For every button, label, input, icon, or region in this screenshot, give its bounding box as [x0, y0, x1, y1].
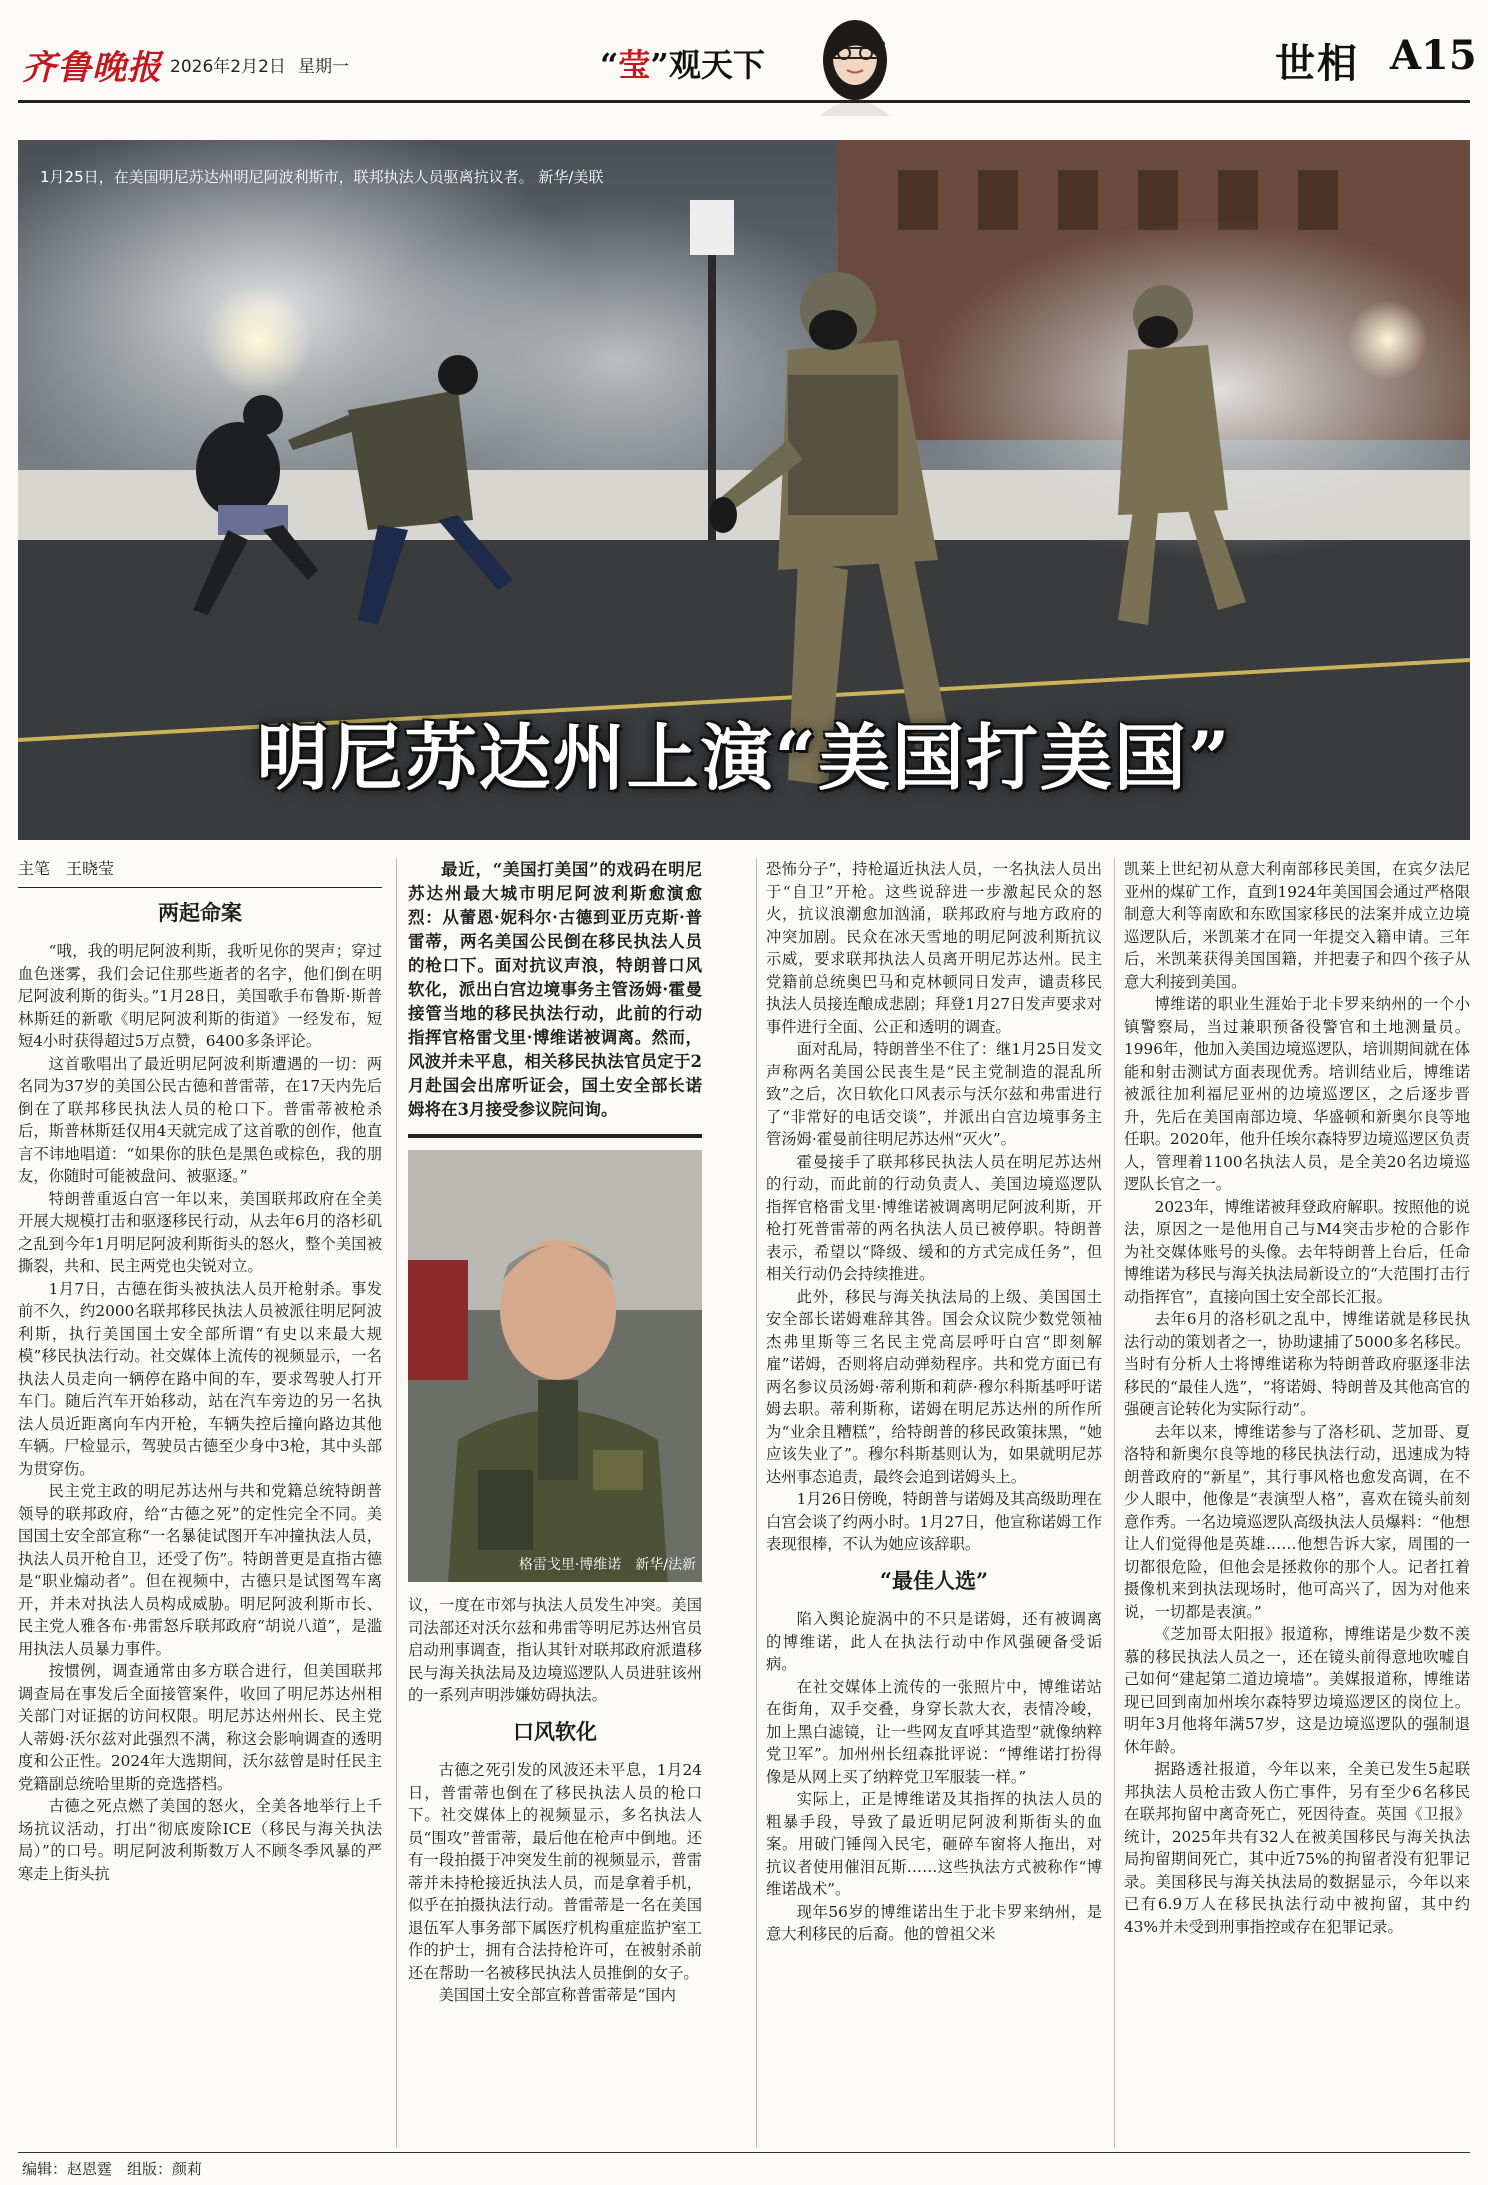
column-divider: [396, 858, 397, 2148]
paragraph: 民主党主政的明尼苏达州与共和党籍总统特朗普领导的联邦政府，给“古德之死”的定性完全不同。美国国土安全部宣称“一名暴徒试图开车冲撞执法人员，执法人员开枪自卫，还受了伤”。特朗普更是直指古德是“职业煽动者”。但在视频中，古德只是试图驾车离开，并未对执法人员构成威胁。明尼阿波利斯市长、民主党人雅各布·弗雷怒斥联邦政府“胡说八道”，是滥用执法人员暴力事件。: [18, 1482, 382, 1658]
paragraph: “哦，我的明尼阿波利斯，我听见你的哭声；穿过血色迷雾，我们会记住那些逝者的名字，他们倒在明尼阿波利斯的街头。”1月28日，美国歌手布鲁斯·斯普林斯廷的新歌《明尼阿波利斯的街道》一经发布，短短4小时获得超过5万点赞，6400多条评论。: [18, 942, 382, 1050]
portrait-photo: [408, 1150, 702, 1582]
paragraph: 据路透社报道，今年以来，全美已发生5起联邦执法人员枪击致人伤亡事件，另有至少6名移民在联邦拘留中离奇死亡，死因待查。英国《卫报》统计，2025年共有32人在被美国移民与海关执法局拘留期间死亡，其中近75%的拘留者没有犯罪记录。美国移民与海关执法局的数据显示，今年以来已有6.9万人在移民执法行动中被拘留，其中约43%并未受到刑事指控或存在犯罪记录。: [1124, 1760, 1470, 1936]
paragraph: 凯莱上世纪初从意大利南部移民美国，在宾夕法尼亚州的煤矿工作，直到1924年美国国会通过严格限制意大利等南欧和东欧国家移民的法案并成立边境巡逻队后，米凯莱才在同一年提交入籍申请。三年后，米凯莱获得美国国籍，并把妻子和四个孩子从意大利接到美国。: [1124, 860, 1470, 991]
paragraph: 美国国土安全部宣称普雷蒂是“国内: [438, 1986, 676, 2004]
hero-caption: 1月25日，在美国明尼苏达州明尼阿波利斯市，联邦执法人员驱离抗议者。 新华/美联: [40, 168, 604, 186]
paragraph: 在社交媒体上流传的一张照片中，博维诺站在街角，双手交叠，身穿长款大衣，表情冷峻，加上黑白滤镜，让一些网友直呼其造型“就像纳粹党卫军”。加州州长纽森批评说：“博维诺打扮得像是从网上买了纳粹党卫军服装一样。”: [766, 1677, 1102, 1786]
masthead-rule: [18, 100, 1470, 103]
issue-date: 2026年2月2日: [170, 57, 286, 77]
paragraph: 这首歌唱出了最近明尼阿波利斯遭遇的一切：两名同为37岁的美国公民古德和普雷蒂，在17天内先后倒在了联邦移民执法人员的枪口下。普雷蒂被枪杀后，斯普林斯廷仅用4天就完成了这首歌的创作，他直言不讳地唱道：“如果你的肤色是黑色或棕色，我的朋友，你随时可能被盘问、被驱逐。”: [18, 1054, 382, 1185]
paragraph: 博维诺的职业生涯始于北卡罗来纳州的一个小镇警察局，当过兼职预备役警官和土地测量员。1996年，他加入美国边境巡逻队，培训期间就在体能和射击测试方面表现优秀。培训结业后，博维诺被派往加利福尼亚州的边境巡逻区，之后逐步晋升，先后在美国南部边境、华盛顿和新奥尔良等地任职。2020年，他升任埃尔森特罗边境巡逻区负责人，管理着1100名执法人员，是全美20名边境巡逻队长官之一。: [1124, 995, 1470, 1193]
paragraph: 1月26日傍晚，特朗普与诺姆及其高级助理在白宫会谈了约两小时。1月27日，他宣称诺姆工作表现很棒，不认为她应该辞职。: [766, 1490, 1102, 1553]
newspaper-logo: 齐鲁晚报: [22, 48, 162, 88]
paragraph: 去年6月的洛杉矶之乱中，博维诺就是移民执法行动的策划者之一，协助逮捕了5000多名移民。当时有分析人士将博维诺称为特朗普政府驱逐非法移民的“最佳人选”，“将诺姆、特朗普及其他高官的强硬言论转化为实际行动”。: [1124, 1310, 1470, 1418]
lead-rule: [408, 1134, 702, 1138]
hero-photo: [18, 140, 1470, 840]
lead-paragraph: 最近，“美国打美国”的戏码在明尼苏达州最大城市明尼阿波利斯愈演愈烈：从蕾恩·妮科尔·古德到亚历克斯·普雷蒂，两名美国公民倒在移民执法人员的枪口下。面对抗议声浪，特朗普口风软化，派出白宫边境事务主管汤姆·霍曼接管当地的移民执法行动，此前的行动指挥官格雷戈里·博维诺被调离。然而，风波并未平息，相关移民执法官员定于2月赴国会出席听证会，国土安全部长诺姆将在3月接受参议院问询。: [408, 860, 702, 1119]
paragraph: 此外，移民与海关执法局的上级、美国国土安全部长诺姆难辞其咎。国会众议院少数党领袖杰弗里斯等三名民主党高层呼吁白宫“即刻解雇”诺姆，否则将启动弹劾程序。共和党方面已有两名参议员汤姆·蒂利斯和莉萨·穆尔科斯基呼吁诺姆去职。蒂利斯称，诺姆在明尼苏达州的所作所为“业余且糟糕”，给特朗普的移民政策抹黑，“她应该失业了”。穆尔科斯基则认为，如果就明尼苏达州事态追责，最终会追到诺姆头上。: [766, 1287, 1102, 1486]
paragraph: 霍曼接手了联邦移民执法人员在明尼苏达州的行动，而此前的行动负责人、美国边境巡逻队指挥官格雷戈里·博维诺被调离明尼阿波利斯，开枪打死普雷蒂的两名执法人员已被停职。特朗普表示，希望以“降级、缓和的方式完成任务”，但相关行动仍会持续推进。: [766, 1152, 1102, 1283]
article-column-1: [18, 858, 382, 1885]
footer-rule: [18, 2152, 1470, 2153]
paragraph: 1月7日，古德在街头被执法人员开枪射杀。事发前不久，约2000名联邦移民执法人员被派往明尼阿波利斯，执行美国国土安全部所谓“有史以来最大规模”移民执法行动。社交媒体上流传的视频显示，一名执法人员走向一辆停在路中间的车，要求驾驶人打开车门。随后汽车开始移动，站在汽车旁边的另一名执法人员近距离向车内开枪，车辆失控后撞向路边其他车辆。尸检显示，驾驶员古德至少身中3枪，其中头部为贯穿伤。: [18, 1279, 382, 1478]
subheading: 口风软化: [513, 1718, 597, 1744]
paragraph: 古德之死引发的风波还未平息，1月24日，普雷蒂也倒在了移民执法人员的枪口下。社交媒体上的视频显示，多名执法人员“围攻”普雷蒂，最后他在枪声中倒地。还有一段拍摄于冲突发生前的视频显示，普雷蒂并未持枪接近执法人员，而是拿着手机，似乎在拍摄执法行动。普雷蒂是一名在美国退伍军人事务部下属医疗机构重症监护室工作的护士，拥有合法持枪许可，在被射杀前还在帮助一名被移民执法人员推倒的女子。: [408, 1761, 702, 1982]
article-column-3: [766, 858, 1102, 1946]
portrait-caption: 格雷戈里·博维诺 新华/法新: [518, 1556, 696, 1573]
column-title-rest: 观天下: [668, 46, 765, 84]
column-title: “莹”观天下: [600, 46, 765, 84]
lead-summary: [408, 858, 702, 1122]
paragraph: 2023年，博维诺被拜登政府解职。按照他的说法，原因之一是他用自己与M4突击步枪的合影作为社交媒体账号的头像。去年特朗普上台后，任命博维诺为移民与海关执法局新设立的“大范围打击行动指挥官”，直接向国土安全部长汇报。: [1124, 1197, 1470, 1306]
editor-credits: 编辑：赵恩霆 组版：颜莉: [22, 2160, 203, 2178]
column-divider: [1114, 858, 1115, 2148]
portrait-image: [408, 1150, 702, 1582]
subheading: 两起命案: [158, 899, 242, 925]
headline: 明尼苏达州上演“美国打美国”: [256, 715, 1232, 800]
paragraph: 特朗普重返白宫一年以来，美国联邦政府在全美开展大规模打击和驱逐移民行动，从去年6月的洛杉矶之乱到今年1月明尼阿波利斯街头的怒火，整个美国被撕裂，共和、民主两党也尖锐对立。: [18, 1189, 382, 1275]
section-name: 世相: [1275, 40, 1359, 87]
paragraph: 去年以来，博维诺参与了洛杉矶、芝加哥、夏洛特和新奥尔良等地的移民执法行动，迅速成为特朗普政府的“新星”，其行事风格也愈发高调，在不少人眼中，他像是“表演型人格”，喜欢在镜头前刻意作秀。一名边境巡逻队高级执法人员爆料：“他想让人们觉得他是英雄……他想告诉大家，周围的一切都很危险，但他会是拯救你的那个人。记者扛着摄像机来到执法现场时，他可高兴了，因为对他来说，一切都是表演。”: [1124, 1422, 1470, 1621]
subheading: “最佳人选”: [879, 1567, 989, 1593]
column-divider: [756, 858, 757, 2148]
paragraph: 陷入舆论旋涡中的不只是诺姆，还有被调离的博维诺，此人在执法行动中作风强硬备受诟病。: [766, 1610, 1102, 1673]
article-column-4: [1124, 858, 1470, 1938]
paragraph: 恐怖分子”，持枪逼近执法人员，一名执法人员出于“自卫”开枪。这些说辞进一步激起民众的怒火，抗议浪潮愈加汹涌，联邦政府与地方政府的冲突加剧。民众在冰天雪地的明尼阿波利斯抗议示威，要求联邦执法人员离开明尼苏达州。民主党籍前总统奥巴马和克林顿同日发声，谴责移民执法人员接连酿成悲剧；拜登1月27日发声要求对事件进行全面、公正和透明的调查。: [766, 860, 1102, 1036]
byline: 主笔 王晓莹: [18, 858, 382, 888]
paragraph: 实际上，正是博维诺及其指挥的执法人员的粗暴手段，导致了最近明尼阿波利斯街头的血案。用破门锤闯入民宅，砸碎车窗将人拖出，对抗议者使用催泪瓦斯……这些执法方式被称作“博维诺战术”。: [766, 1790, 1102, 1898]
paragraph: 古德之死点燃了美国的怒火，全美各地举行上千场抗议活动，打出“彻底废除ICE（移民与海关执法局）”的口号。明尼阿波利斯数万人不顾冬季风暴的严寒走上街头抗: [18, 1797, 382, 1883]
paragraph: 现年56岁的博维诺出生于北卡罗来纳州，是意大利移民的后裔。他的曾祖父米: [766, 1902, 1102, 1943]
page-number: A15: [1390, 32, 1477, 79]
paragraph: 面对乱局，特朗普坐不住了：继1月25日发文声称两名美国公民丧生是“民主党制造的混乱所致”之后，次日软化口风表示与沃尔兹和弗雷进行了“非常好的电话交谈”，并派出白宫边境事务主管汤姆·霍曼前往明尼苏达州“灭火”。: [766, 1040, 1102, 1148]
issue-weekday: 星期一: [298, 57, 349, 77]
paragraph: 议，一度在市郊与执法人员发生冲突。美国司法部还对沃尔兹和弗雷等明尼苏达州官员启动刑事调查，指认其针对联邦政府派遣移民与海关执法局及边境巡逻队人员进驻该州的一系列声明涉嫌妨碍执法。: [408, 1596, 702, 1704]
article-column-2: [408, 858, 702, 2007]
column-title-highlight: 莹: [618, 46, 651, 84]
paragraph: 《芝加哥太阳报》报道称，博维诺是少数不羡慕的移民执法人员之一，还在镜头前得意地吹嘘自己如何“建起第二道边境墙”。美媒报道称，博维诺现已回到南加州埃尔森特罗边境巡逻区的岗位上。明年3月他将年满57岁，这是边境巡逻队的强制退休年龄。: [1124, 1625, 1470, 1756]
paragraph: 按惯例，调查通常由多方联合进行，但美国联邦调查局在事发后全面接管案件，收回了明尼苏达州相关部门对证据的访问权限。明尼苏达州州长、民主党人蒂姆·沃尔兹对此强烈不满，称这会影响调查的透明度和公正性。2024年大选期间，沃尔兹曾是时任民主党籍副总统哈里斯的竞选搭档。: [18, 1662, 382, 1793]
